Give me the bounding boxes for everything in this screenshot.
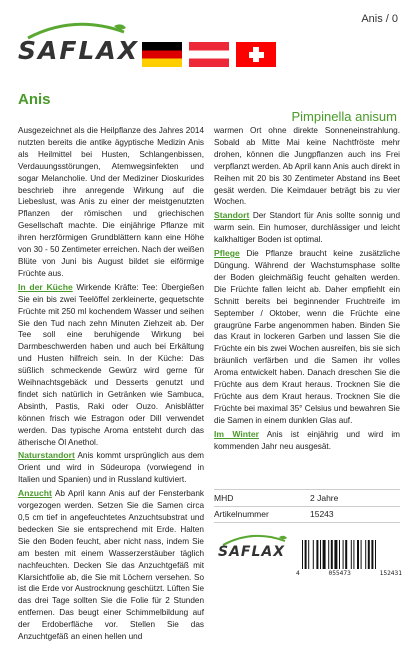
sowing-heading: Anzucht bbox=[18, 488, 52, 499]
winter-heading: Im Winter bbox=[214, 428, 259, 439]
winter-paragraph bbox=[214, 429, 400, 453]
brand-name-small: SAFLAX bbox=[218, 544, 286, 560]
care-text: Die Pflanze braucht keine zusätzliche Düngung. Während der Wachstumsphase sollte der Boden gleichmäßig feucht gehalten werden. Die Früchte fallen leicht ab. Daher empfiehlt ein Schnitt bereits bei beginnender Fruchtreife im September / Oktober, wenn die Früchte eine graugrüne Farbe angenommen haben. Binden Sie das Kraut in lockeren Garben und lassen Sie die Früchte ein bis zwei Wochen ausreifen, bis sie sich bräunlich verfärben und die Samen ihr volles Aroma entwickelt haben. Danach dreschen Sie die Früchte aus dem Kraut heraus. Trocknen Sie die Früchte aus dem Kraut heraus. Trocknen Sie die Früchte bei maximal 35° Celsius und bewahren Sie die Samen in einem dunklen Glas auf. bbox=[214, 249, 400, 425]
text-column-right bbox=[214, 125, 400, 454]
care-paragraph bbox=[214, 248, 400, 427]
flag-germany-icon bbox=[142, 42, 182, 67]
barcode-digit-group: 055473 bbox=[328, 570, 351, 577]
location-text: Der Standort für Anis sollte sonnig und warm sein. Ein humoser, durchlässiger und leicht kalkhaltiger Boden ist optimal. bbox=[214, 211, 400, 245]
latin-name: Pimpinella anisum bbox=[291, 109, 397, 124]
barcode-digit-group: 152431 bbox=[379, 570, 402, 577]
footer-divider bbox=[214, 506, 400, 507]
text-column-left bbox=[18, 125, 204, 645]
origin-paragraph bbox=[18, 450, 204, 486]
intro-paragraph: Ausgezeichnet als die Heilpflanze des Jahres 2014 nutzten bereits die antike ägyptische Medizin Anis als Heilmittel bei Husten, Schlangenbissen, Verdauungsstörungen, Atemwegsinfekten und sogar Melancholie. Und der Mediziner Dioskurides beschrieb ihre anregende Wirkung auf die Liebeslust, was Anis zu einer der meistgenutzten Pflanzen der römischen und griechischen Gesellschaft machte. Die einjährige Pflanze mit ihren herzförmigen Grundblättern kann eine Höhe von 30 - 50 Zentimeter erreichen. Nach der weißen Blüte von Juni bis August bildet sie eiförmige Früchte aus. bbox=[18, 126, 204, 278]
mhd-label: MHD bbox=[214, 493, 234, 503]
product-code: Anis / 0 bbox=[361, 13, 398, 25]
origin-text: Anis kommt ursprünglich aus dem Orient und wird in Südeuropa (vorwiegend in Italien und Spanien) und in Russland kultiviert. bbox=[18, 451, 204, 485]
kitchen-heading: In der Küche bbox=[18, 281, 73, 292]
flags-row bbox=[142, 42, 283, 67]
kitchen-paragraph bbox=[18, 282, 204, 449]
barcode-digits bbox=[296, 570, 402, 577]
brand-name: SAFLAX bbox=[18, 36, 139, 65]
product-title: Anis bbox=[18, 91, 51, 108]
barcode-bars-icon bbox=[302, 540, 400, 569]
sowing-continued: warmen Ort ohne direkte Sonneneinstrahlung. Sobald ab Mitte Mai keine Nachtfröste mehr drohen, können die Jungpflanzen auch ins Frei verpflanzt werden. Ab April kann Anis auch direkt in Reihen mit 20 bis 30 Zentimeter Abstand ins Beet gesät werden. Die Keimdauer beträgt bis zu vier Wochen. bbox=[214, 126, 400, 207]
care-heading: Pflege bbox=[214, 248, 240, 259]
location-heading: Standort bbox=[214, 210, 250, 221]
saflax-logo-small bbox=[218, 531, 292, 561]
origin-heading: Naturstandort bbox=[18, 450, 75, 461]
flag-switzerland-icon bbox=[236, 42, 276, 67]
barcode-digit-group: 4 bbox=[296, 570, 300, 577]
footer-divider bbox=[214, 522, 400, 523]
barcode bbox=[296, 540, 402, 578]
winter-text: Anis ist einjährig und wird im kommenden Jahr neu ausgesät. bbox=[214, 429, 400, 451]
footer-divider bbox=[214, 489, 400, 490]
flag-austria-icon bbox=[189, 42, 229, 67]
kitchen-text: Wirkende Kräfte: Tee: Übergießen Sie ein bis zwei Teelöffel zerkleinerte, gequetschte Früchte mit 250 ml kochendem Wasser und seihen Sie den Tud nach zehn Minuten Ziehzeit ab. Der Tee soll eine beruhigende Wirkung bei Darmbeschwerden haben und auch bei Erkältung und Husten hilfreich sein. In der Küche: Das süßlich schmeckende Gewürz wird gerne für Weihnachtsgebäck und Desserts genutzt und findet sich natürlich in Getränken wie Sambuca, Absinth, Pastis, Raki oder Ouzo. Anisblätter können frisch wie Estragon oder Dill verwendet werden. Das typische Aroma entsteht durch das ätherische Öl Anethol. bbox=[18, 282, 204, 447]
sowing-text: Ab April kann Anis auf der Fensterbank vorgezogen werden. Setzen Sie die Samen circa 0,5 cm tief in angefeuchtetes Anzuchtsubstrat und bedecken Sie sie entsprechend mit Erde. Halten Sie den Boden feucht, aber nicht nass, indem Sie am besten mit einem Wasserzerstäuber täglich nachfeuchten. Decken Sie das Anzuchtgefäß mit Klarsichtfolie ab, die Sie mit Löchern versehen. So ist die Erde vor Austrocknung geschützt. Lüften Sie das drei Tage sollten Sie die Folie für 2 Stunden entfernen. Das beugt einer Schimmelbildung auf der Erdoberfläche vor. Stellen Sie das Anzuchtgefäß an einen hellen und bbox=[18, 489, 204, 642]
saflax-logo bbox=[18, 12, 139, 72]
article-label: Artikelnummer bbox=[214, 509, 269, 519]
sowing-paragraph bbox=[18, 488, 204, 643]
article-value: 15243 bbox=[310, 509, 334, 519]
location-paragraph bbox=[214, 210, 400, 246]
mhd-value: 2 Jahre bbox=[310, 493, 339, 503]
